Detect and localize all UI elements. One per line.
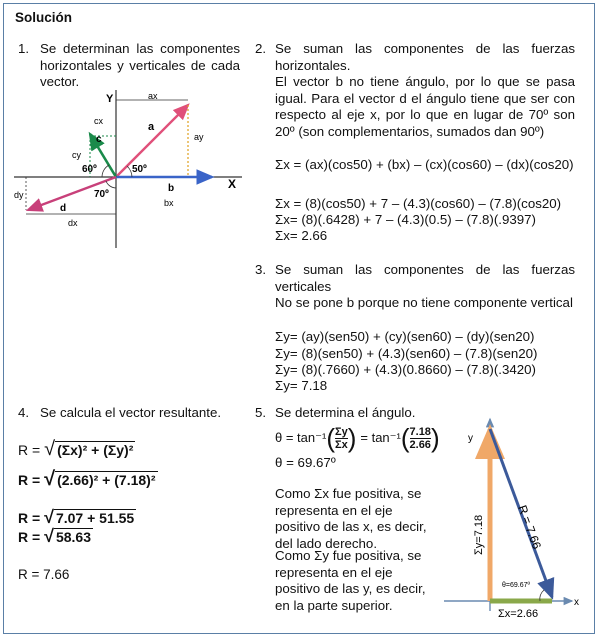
step1-number: 1. bbox=[18, 41, 30, 56]
label-a: a bbox=[148, 121, 155, 133]
step2-eq2: Σx = (8)(cos50) + 7 – (4.3)(cos60) – (7.8)(cos20) bbox=[275, 196, 562, 211]
label-cy: cy bbox=[72, 150, 81, 160]
step3-eq1: Σy= (ay)(sen50) + (cy)(sen60) – (dy)(sen20) bbox=[275, 329, 535, 344]
step2-number: 2. bbox=[255, 41, 267, 56]
theta-label: θ=69.67º bbox=[502, 582, 531, 589]
step3-line1: Se suman las componentes de las fuerzas verticales bbox=[275, 262, 575, 294]
step2-line1: Se suman las componentes de las fuerzas horizontales. bbox=[275, 41, 575, 73]
theta-result: θ = 69.67º bbox=[275, 455, 336, 470]
resultant-eq2: R = √ (2.66)² + (7.18)² bbox=[18, 468, 156, 490]
diagram1-x-label: X bbox=[228, 177, 237, 191]
step1-text: Se determinan las componentes horizontales y verticales de cada vector. bbox=[40, 41, 240, 89]
vector-a bbox=[116, 105, 188, 177]
sigma-x-label: Σx=2.66 bbox=[498, 608, 539, 620]
label-dx: dx bbox=[68, 218, 78, 228]
sigma-y-label: Σy=7.18 bbox=[473, 514, 485, 555]
step2-eq3: Σx= (8)(.6428) + 7 – (4.3)(0.5) – (7.8)(.9397) bbox=[275, 212, 536, 227]
step5-text: Se determina el ángulo. bbox=[275, 405, 416, 420]
resultant-value: R = 7.66 bbox=[18, 567, 70, 582]
step4-number: 4. bbox=[18, 405, 30, 420]
resultant-eq1: R = √ (Σx)² + (Σy)² bbox=[18, 438, 134, 460]
resultant-diagram bbox=[440, 415, 588, 623]
page-title: Solución bbox=[15, 10, 72, 25]
step5-number: 5. bbox=[255, 405, 267, 420]
step2-eq1: Σx = (ax)(cos50) + (bx) – (cx)(cos60) – (dx)(cos20) bbox=[275, 157, 574, 172]
angle-70: 70º bbox=[94, 189, 109, 200]
vector-diagram bbox=[10, 88, 246, 254]
step3-eq3: Σy= (8)(.7660) + (4.3)(0.8660) – (7.8)(.3420) bbox=[275, 362, 536, 377]
label-d: d bbox=[60, 203, 67, 214]
step4-text: Se calcula el vector resultante. bbox=[40, 405, 222, 420]
label-c: c bbox=[96, 134, 102, 145]
diagram2-y-label: y bbox=[468, 433, 473, 444]
label-b: b bbox=[168, 183, 175, 194]
resultant-eq4: R = √ 58.63 bbox=[18, 526, 92, 546]
step3-line2: No se pone b porque no tiene componente vertical bbox=[275, 295, 573, 310]
step3-eq4: Σy= 7.18 bbox=[275, 378, 328, 393]
note-sx: Como Σx fue positiva, se representa en el eje positivo de las x, es decir, del lado derecho. bbox=[275, 486, 427, 551]
resultant-label: R = 7.66 bbox=[515, 503, 544, 551]
angle-50: 50º bbox=[132, 164, 147, 175]
label-ay: ay bbox=[194, 132, 204, 142]
step3-number: 3. bbox=[255, 262, 267, 277]
label-cx: cx bbox=[94, 116, 103, 126]
label-dy: dy bbox=[14, 190, 24, 200]
step3-eq2: Σy= (8)(sen50) + (4.3)(sen60) – (7.8)(sen20) bbox=[275, 346, 538, 361]
note-sy: Como Σy fue positiva, se representa en el eje positivo de las y, es decir, en la parte superior. bbox=[275, 548, 426, 613]
resultant-eq3: R = √ 7.07 + 51.55 bbox=[18, 507, 135, 527]
angle-60: 60º bbox=[82, 164, 97, 175]
step2-line2: El vector b no tiene ángulo, por lo que se pasa igual. Para el vector d el ángulo tiene que ser con respecto al eje x, por lo que en lugar de 70º son 20º (son complementarios, sumados dan 90º) bbox=[275, 74, 575, 139]
label-bx: bx bbox=[164, 198, 174, 208]
label-ax: ax bbox=[148, 91, 158, 101]
diagram2-x-label: x bbox=[574, 597, 579, 608]
theta-equation: θ = tan⁻¹ ( Σy Σx ) = tan⁻¹ ( 7.18 2.66 ) bbox=[275, 422, 440, 453]
step2-eq4: Σx= 2.66 bbox=[275, 228, 328, 243]
diagram1-y-label: Y bbox=[106, 93, 114, 105]
